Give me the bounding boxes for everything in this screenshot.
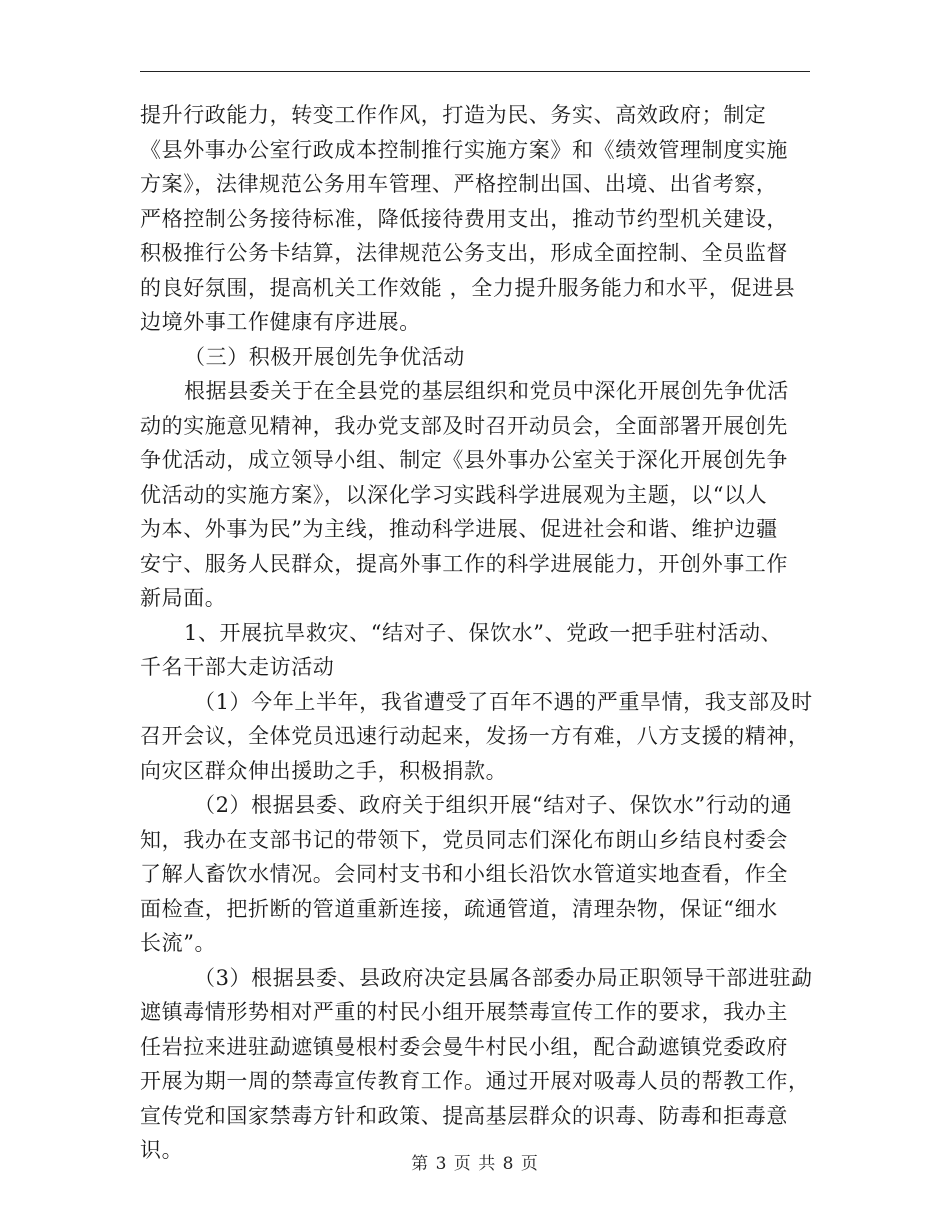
text-line: 宣传党和国家禁毒方针和政策、提高基层群众的识毒、防毒和拒毒意: [140, 1103, 788, 1128]
header-rule: [140, 71, 810, 72]
text-line: （2）根据县委、政府关于组织开展“结对子、保饮水”行动的通: [194, 793, 793, 817]
text-line: 为本、外事为民”为主线，推动科学进展、促进社会和谐、维护边疆: [140, 517, 778, 541]
page-number-footer: 第 3 页 共 8 页: [411, 1154, 539, 1174]
text-line: （3）根据县委、县政府决定县属各部委办局正职领导干部进驻勐: [194, 965, 813, 990]
text-line: 根据县委关于在全县党的基层组织和党员中深化开展创先争优活: [184, 379, 789, 403]
text-line: 安宁、服务人民群众，提高外事工作的科学进展能力，开创外事工作: [140, 551, 788, 576]
sub-item-3: [140, 961, 816, 1168]
list-item-1: [140, 616, 816, 685]
text-line: 的良好氛围，提高机关工作效能 ，全力提升服务能力和水平，促进县: [140, 275, 796, 300]
text-line: 动的实施意见精神，我办党支部及时召开动员会，全面部署开展创先: [140, 413, 788, 438]
text-line: 边境外事工作健康有序进展。: [140, 310, 421, 334]
text-line: 遮镇毒情形势相对严重的村民小组开展禁毒宣传工作的要求，我办主: [140, 1000, 788, 1024]
text-line: 任岩拉来进驻勐遮镇曼根村委会曼牛村民小组，配合勐遮镇党委政府: [140, 1034, 788, 1059]
text-line: 提升行政能力，转变工作作风，打造为民、务实、高效政府；制定: [140, 103, 767, 127]
text-line: （1）今年上半年，我省遭受了百年不遇的严重旱情，我支部及时: [194, 689, 813, 714]
text-line: 严格控制公务接待标准，降低接待费用支出，推动节约型机关建设，: [140, 206, 788, 231]
paragraph-administrative-capacity: [140, 98, 816, 340]
sub-item-1: [140, 685, 816, 789]
text-line: 新局面。: [140, 586, 227, 610]
text-line: 向灾区群众伸出援助之手，积极捐款。: [140, 758, 508, 783]
text-line: 优活动的实施方案》，以深化学习实践科学进展观为主题，以“以人: [140, 482, 768, 507]
text-line: 识。: [140, 1138, 184, 1162]
text-line: 知，我办在支部书记的带领下，党员同志们深化布朗山乡结良村委会: [140, 827, 788, 852]
text-line: 1、开展抗旱救灾、“结对子、保饮水”、党政一把手驻村活动、: [184, 620, 783, 645]
text-line: 开展为期一周的禁毒宣传教育工作。通过开展对吸毒人员的帮教工作，: [140, 1069, 810, 1093]
text-line: 《县外事办公室行政成本控制推行实施方案》和《绩效管理制度实施: [140, 137, 788, 162]
text-line: 了解人畜饮水情况。会同村支书和小组长沿饮水管道实地查看，作全: [140, 862, 788, 886]
paragraph-excellence-activity: [140, 374, 816, 616]
text-line: 召开会议，全体党员迅速行动起来，发扬一方有难，八方支援的精神，: [140, 724, 810, 748]
sub-item-2: [140, 788, 816, 961]
document-body: [140, 98, 816, 1168]
text-line: 面检查，把折断的管道重新连接，疏通管道，清理杂物，保证“细水: [140, 896, 778, 921]
text-line: 方案》，法律规范公务用车管理、严格控制出国、出境、出省考察，: [140, 172, 778, 196]
section-heading: （三）积极开展创先争优活动: [184, 344, 465, 369]
text-line: 积极推行公务卡结算，法律规范公务支出，形成全面控制、全员监督: [140, 241, 788, 265]
text-line: 争优活动，成立领导小组、制定《县外事办公室关于深化开展创先争: [140, 448, 788, 472]
text-line: 千名干部大走访活动: [140, 655, 335, 679]
text-line: 长流”。: [140, 931, 217, 955]
